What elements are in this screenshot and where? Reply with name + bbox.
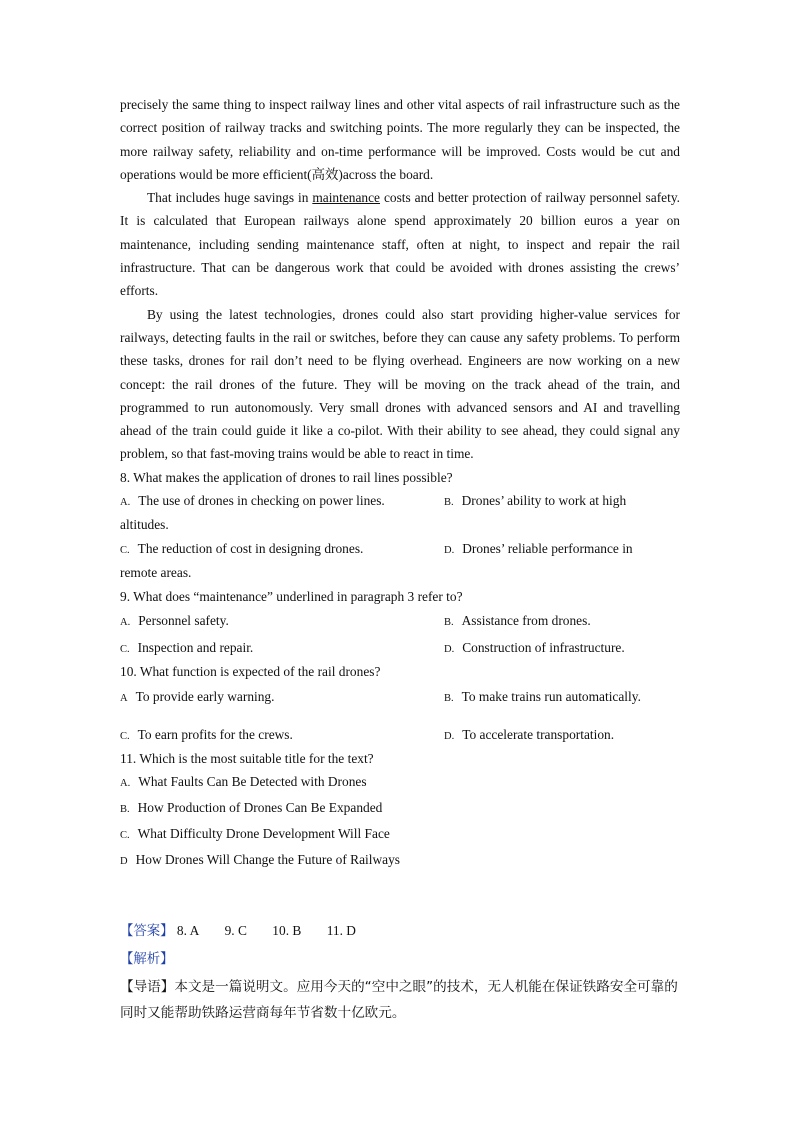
- p2-lead: That includes huge savings in: [147, 190, 309, 206]
- passage-paragraph-2: [120, 186, 680, 302]
- passage-paragraph-3: By using the latest technologies, drones could also start providing higher-value services for railways, detecting faults in the rail or switches, before they can cause any safety problems. To perform these tasks, drones for rail don’t need to be flying overhead. Engineers are now working on a new concept: the rail drones of the future. They will be moving on the track ahead of the train, and programmed to run autonomously. Very small drones with advanced sensors and AI and travelling ahead of the train could guide it like a co-pilot. With their ability to see ahead, they could signal any problem, so that fast-moving trains would be able to react in time.: [120, 306, 680, 462]
- question-9-row-cd: [120, 640, 680, 656]
- option-text: Drones’ ability to work at high: [461, 493, 627, 509]
- option-text: To provide early warning.: [135, 688, 275, 704]
- option-text: To earn profits for the crews.: [137, 726, 293, 742]
- option-letter: A.: [120, 617, 131, 629]
- option-text: Drones’ reliable performance in: [462, 541, 633, 557]
- answer-item: 11. D: [326, 923, 356, 938]
- question-10-row-cd: [120, 727, 680, 743]
- option-text: The use of drones in checking on power lines.: [138, 493, 385, 509]
- question-8-option-d-continued: remote areas.: [120, 565, 192, 581]
- option-letter: B.: [444, 692, 454, 704]
- option-letter: A.: [120, 497, 131, 509]
- document-page: [120, 93, 680, 868]
- answer-label: 【答案】: [120, 924, 174, 939]
- question-9-option-a: [120, 613, 444, 629]
- question-8-option-b-continued: altitudes.: [120, 517, 169, 533]
- option-text: What Difficulty Drone Development Will Face: [137, 825, 390, 841]
- intro-label: 【导语】: [120, 979, 175, 995]
- option-text: Construction of infrastructure.: [462, 640, 625, 656]
- question-8-row-ab: [120, 493, 680, 509]
- option-text: To accelerate transportation.: [462, 726, 615, 742]
- question-8-option-c: [120, 541, 444, 557]
- analysis-label: 【解析】: [120, 952, 174, 967]
- question-9-option-d: [444, 640, 680, 656]
- option-letter: D.: [444, 730, 455, 742]
- option-letter: D.: [444, 545, 455, 557]
- question-9-row-ab: [120, 613, 680, 629]
- question-8-option-d: [444, 541, 680, 557]
- question-10-option-d: [444, 727, 680, 743]
- option-letter: D: [120, 855, 128, 867]
- answer-item: 8. A: [176, 923, 200, 938]
- option-text: To make trains run automatically.: [461, 688, 641, 704]
- answer-item: 10. B: [272, 923, 302, 938]
- question-9-option-c: [120, 640, 444, 656]
- analysis-intro: [120, 974, 680, 1026]
- option-text: Personnel safety.: [138, 613, 229, 629]
- option-letter: C.: [120, 644, 130, 656]
- option-text: Assistance from drones.: [461, 613, 591, 629]
- question-11-option-d: [120, 852, 680, 868]
- question-11-option-b: [120, 800, 680, 816]
- question-8-option-b: [444, 493, 680, 509]
- option-letter: B.: [444, 497, 454, 509]
- question-8-row-cd: [120, 541, 680, 557]
- intro-text: 本文是一篇说明文。应用今天的“空中之眼”的技术，无人机能在保证铁路安全可靠的同时又能帮助铁路运营商每年节省数十亿欧元。: [120, 979, 678, 1021]
- option-text: Inspection and repair.: [137, 640, 254, 656]
- analysis-heading: [120, 948, 174, 968]
- question-11-option-c: [120, 826, 680, 842]
- question-11-stem: 11. Which is the most suitable title for the text?: [120, 750, 374, 766]
- option-text: How Drones Will Change the Future of Railways: [135, 851, 400, 867]
- option-text: How Production of Drones Can Be Expanded: [137, 799, 383, 815]
- option-text: The reduction of cost in designing drones.: [137, 541, 364, 557]
- option-letter: C.: [120, 829, 130, 841]
- question-8-option-a: [120, 493, 444, 509]
- question-10-option-a: [120, 689, 444, 705]
- question-8-stem: 8. What makes the application of drones to rail lines possible?: [120, 469, 453, 485]
- question-10-row-ab: [120, 689, 680, 705]
- option-text: What Faults Can Be Detected with Drones: [138, 773, 367, 789]
- answer-item: 9. C: [224, 923, 247, 938]
- underlined-word-maintenance: maintenance: [312, 190, 381, 206]
- option-letter: A.: [120, 777, 131, 789]
- p2-rest: costs and better protection of railway personnel safety. It is calculated that European railways alone spend approximately 20 billion euros a year on maintenance, including sending maintenance staff, often at night, to inspect and repair the rail infrastructure. That can be dangerous work that could be avoided with drones assisting the crews’ efforts.: [120, 190, 681, 299]
- answer-key: [120, 920, 378, 939]
- option-letter: B.: [444, 617, 454, 629]
- option-letter: B.: [120, 803, 130, 815]
- question-10-stem: 10. What function is expected of the rail drones?: [120, 664, 381, 680]
- passage-paragraph-1: precisely the same thing to inspect railway lines and other vital aspects of rail infrastructure such as the correct position of railway tracks and switching points. The more regularly they can be inspected, the more railway safety, reliability and on-time performance will be improved. Costs would be cut and operations would be more efficient(高效)across the board.: [120, 97, 680, 182]
- option-letter: D.: [444, 644, 455, 656]
- question-11-option-a: [120, 774, 680, 790]
- question-9-stem: 9. What does “maintenance” underlined in paragraph 3 refer to?: [120, 589, 463, 605]
- option-letter: A: [120, 692, 128, 704]
- option-letter: C.: [120, 730, 130, 742]
- question-10-option-b: [444, 689, 680, 705]
- question-9-option-b: [444, 613, 680, 629]
- option-letter: C.: [120, 545, 130, 557]
- question-10-option-c: [120, 727, 444, 743]
